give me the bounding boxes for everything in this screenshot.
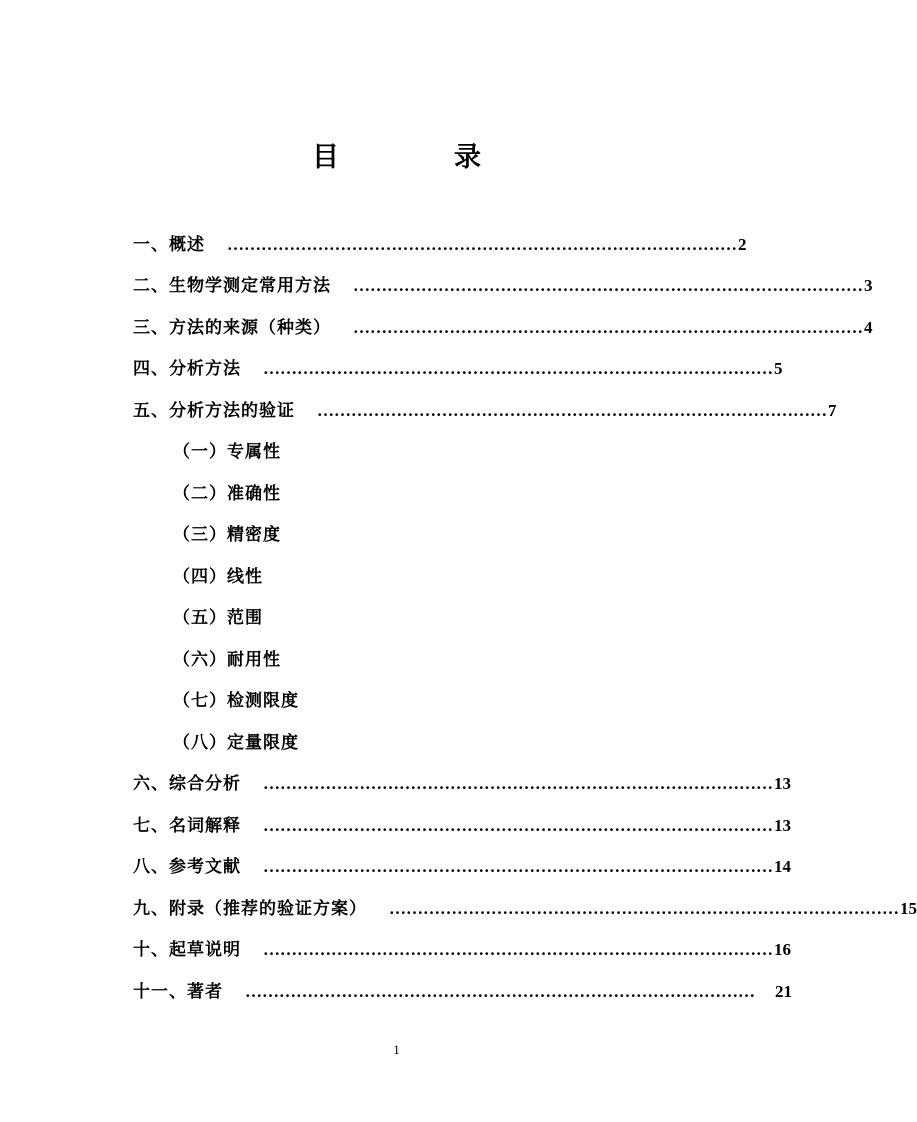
dot-leader: ……………………………………………………………………………… — [353, 317, 863, 337]
toc-entry[interactable] — [133, 805, 791, 847]
toc-entry-label: 三、方法的来源（种类） — [133, 317, 331, 338]
page-number: 1 — [393, 1042, 400, 1057]
toc-entry-label: 四、分析方法 — [133, 359, 241, 380]
toc-subentry-label: （四）线性 — [173, 566, 263, 587]
toc-entry-label: 十、起草说明 — [133, 940, 241, 961]
dot-leader: ……………………………………………………………………………… — [317, 400, 827, 420]
dot-leader: ……………………………………………………………………………… — [389, 898, 899, 918]
toc-entry-page: 13 — [774, 774, 791, 794]
toc-subentry-label: （五）范围 — [173, 608, 263, 629]
toc-subentry[interactable] — [133, 432, 663, 474]
toc-entry[interactable] — [133, 224, 747, 266]
dot-leader: ……………………………………………………………………………… — [263, 774, 773, 794]
toc-entry-page: 7 — [828, 400, 837, 420]
toc-entry-page: 14 — [774, 857, 791, 877]
toc-entry-label: 五、分析方法的验证 — [133, 400, 295, 421]
toc-subentry-label: （七）检测限度 — [173, 691, 299, 712]
toc-entry-page: 16 — [774, 940, 791, 960]
toc-entry[interactable] — [133, 847, 791, 889]
dot-leader: ……………………………………………………………………………… — [353, 276, 863, 296]
toc-entry[interactable] — [133, 888, 917, 930]
toc-subentry[interactable] — [133, 598, 663, 640]
toc-entry-label: 十一、著者 — [133, 981, 223, 1002]
toc-entry-label: 六、综合分析 — [133, 774, 241, 795]
dot-leader: ……………………………………………………………………………… — [263, 857, 773, 877]
toc-entry[interactable] — [133, 349, 783, 391]
toc-subentry-label: （八）定量限度 — [173, 732, 299, 753]
toc-entry[interactable] — [133, 266, 873, 308]
toc-subentry-label: （二）准确性 — [173, 483, 281, 504]
toc-subentry-label: （一）专属性 — [173, 442, 281, 463]
toc-subentry[interactable] — [133, 722, 663, 764]
page-title: 目 录 — [312, 142, 525, 173]
toc-entry-page: 4 — [864, 317, 873, 337]
toc-entry-page: 13 — [774, 815, 791, 835]
toc-entry[interactable] — [133, 764, 791, 806]
toc-entry[interactable] — [133, 971, 792, 1013]
toc-entry-page: 3 — [864, 276, 873, 296]
toc-entry-label: 七、名词解释 — [133, 815, 241, 836]
toc-entry-label: 一、概述 — [133, 234, 205, 255]
dot-leader: ……………………………………………………………………………… — [245, 981, 755, 1001]
toc-entry[interactable] — [133, 307, 873, 349]
dot-leader: ……………………………………………………………………………… — [263, 359, 773, 379]
toc-subentry-label: （六）耐用性 — [173, 649, 281, 670]
toc-entry[interactable] — [133, 930, 791, 972]
toc-entry[interactable] — [133, 390, 837, 432]
table-of-contents — [133, 224, 917, 1013]
toc-subentry[interactable] — [133, 515, 663, 557]
toc-subentry-label: （三）精密度 — [173, 525, 281, 546]
toc-entry-page: 2 — [738, 234, 747, 254]
toc-entry-page: 21 — [775, 981, 792, 1001]
dot-leader: ……………………………………………………………………………… — [263, 940, 773, 960]
dot-leader: ……………………………………………………………………………… — [263, 815, 773, 835]
toc-subentry[interactable] — [133, 681, 663, 723]
toc-subentry[interactable] — [133, 473, 663, 515]
toc-entry-label: 九、附录（推荐的验证方案） — [133, 898, 367, 919]
toc-subentry[interactable] — [133, 556, 663, 598]
dot-leader: ……………………………………………………………………………… — [227, 234, 737, 254]
toc-entry-page: 5 — [774, 359, 783, 379]
toc-entry-label: 八、参考文献 — [133, 857, 241, 878]
toc-subentry[interactable] — [133, 639, 663, 681]
toc-entry-label: 二、生物学测定常用方法 — [133, 276, 331, 297]
toc-entry-page: 15 — [900, 898, 917, 918]
